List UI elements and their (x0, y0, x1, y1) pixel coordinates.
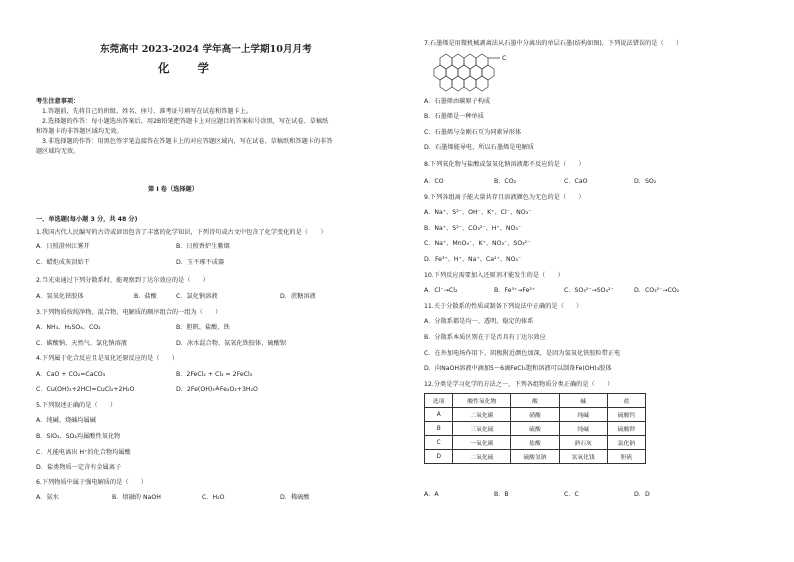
option[interactable]: C．氯化钠溶液 (176, 293, 218, 300)
option[interactable]: B．熔融的 NaOH (112, 494, 161, 501)
classification-table (424, 393, 646, 464)
option[interactable]: C．H₂O (202, 494, 225, 501)
option[interactable]: B．胆矾、盐酸、铁 (176, 324, 230, 331)
question-stem: 6.下列物质中属于强电解质的是（ ） (36, 479, 148, 486)
option[interactable]: C．C (564, 491, 579, 498)
table-cell: 胆矾 (607, 450, 645, 464)
option[interactable]: D．D (634, 491, 650, 498)
option[interactable]: D．玉不琢不成器 (176, 259, 225, 266)
option[interactable]: D．Fe³⁺、H⁺、Na⁺、Ca²⁺、NO₃⁻ (424, 256, 522, 263)
graphene-atom-label: C (502, 54, 507, 62)
notice-heading: 考生注意事项： (36, 98, 80, 105)
option[interactable]: A．分散系都是均一、透明、稳定的体系 (424, 318, 534, 325)
table-cell: A (425, 408, 453, 422)
option[interactable]: C．SO₃²⁻→SO₄²⁻ (564, 287, 614, 294)
table-row (425, 408, 646, 422)
option[interactable]: A．Cl⁻→Cl₂ (424, 287, 458, 294)
question-stem: 9.下列各组离子能大量共存且溶液颜色为无色的是（ ） (424, 194, 585, 201)
option[interactable]: D．蔗糖溶液 (280, 293, 316, 300)
option[interactable]: B．盐酸 (134, 293, 157, 300)
table-header-row (425, 394, 646, 408)
question-stem: 2.当光束通过下列分散系时，能观察到丁达尔效应的是（ ） (36, 277, 209, 284)
option[interactable]: A．Na⁺、S²⁻、OH⁻、K⁺、Cl⁻、NO₃⁻ (424, 209, 532, 216)
notice-line: 2.选择题的作答：每小题选出答案后，用2B铅笔把答题卡上对应题目的答案标号涂黑，写在试卷、草稿纸 (42, 118, 329, 125)
option[interactable]: D．冰水混合物、氨氧化铁胶体、硫酸钡 (176, 340, 286, 347)
option[interactable]: C．CaO (564, 178, 588, 185)
option[interactable]: D．CO₃²⁻→CO₂ (634, 287, 680, 294)
option[interactable]: C．在外加电场作用下，阴极附近颜色加深，是因为氢氧化铁胶粒带正电 (424, 350, 621, 357)
option[interactable]: A．纯碱、烧碱均属碱 (36, 417, 96, 424)
notice-line: 3.非选择题的作答：用黑色签字笔直接答在答题卡上的对应答题区域内，写在试卷、草稿纸和答题卡的非答 (42, 138, 333, 145)
option[interactable]: C．石墨烯与金刚石互为同素异形体 (424, 129, 522, 136)
question-stem: 11.关于分散系的性质或制备下列说法中正确的是（ ） (424, 303, 583, 310)
option[interactable]: D．稀硫酸 (280, 494, 310, 501)
table-cell: 盐酸 (511, 436, 559, 450)
table-cell: 熟石灰 (559, 436, 607, 450)
table-cell: 纯碱 (559, 422, 607, 436)
question-stem: 1.我国古代人民编写的古诗或谚语包含了丰富的化学知识，下列诗句或古文中包含了化学变化的是（ ） (36, 229, 327, 236)
table-row (425, 436, 646, 450)
option[interactable]: A．CaO + CO₂=CaCO₃ (36, 371, 106, 378)
option[interactable]: B．SiO₂、SO₂均属酸性氧化物 (36, 433, 121, 440)
option[interactable]: D．2Fe(OH)₃≜Fe₂O₃+3H₂O (176, 386, 258, 393)
question-stem: 4.下列属于化合反应且是氧化还原反应的是（ ） (36, 355, 179, 362)
table-header-cell: 盐 (607, 394, 645, 408)
table-header-cell: 碱 (559, 394, 607, 408)
option[interactable]: B．Fe³⁺→Fe²⁺ (494, 287, 536, 294)
question-stem: 3.下列物质按纯净物、混合物、电解质的顺序组合的一组为（ ） (36, 309, 222, 316)
question-stem: 7.石墨烯是用微机械剥离法从石墨中分离出的单层石墨(结构如图)，下列说法错误的是（ ） (424, 40, 683, 47)
table-header-cell: 选项 (425, 394, 453, 408)
table-cell: 硫酸钾 (607, 422, 645, 436)
option[interactable]: D．盐类物质一定含有金属离子 (36, 464, 122, 471)
option[interactable]: D．向NaOH溶液中滴加5～6滴FeCl₃饱和溶液可以制备Fe(OH)₃胶体 (424, 365, 612, 372)
table-cell: 氢氧化钱 (559, 450, 607, 464)
graphene-structure-diagram (432, 50, 522, 96)
question-stem: 10.下列反应需要加入还原剂才能发生的是（ ） (424, 272, 564, 279)
table-header-cell: 酸 (511, 394, 559, 408)
table-cell: 硫酸 (511, 422, 559, 436)
table-header-cell: 酸性氧化物 (453, 394, 511, 408)
option[interactable]: B．石墨烯是一种单质 (424, 113, 484, 120)
table-cell: C (425, 436, 453, 450)
option[interactable]: A．A (424, 491, 439, 498)
option[interactable]: C．Na⁺、MnO₄⁻、K⁺、NO₃⁻、SO₃²⁻ (424, 240, 531, 247)
option[interactable]: C．凡能电离出 H⁺的化合物均属酸 (36, 449, 131, 456)
option[interactable]: A．氨水 (36, 494, 59, 501)
table-row (425, 450, 646, 464)
option[interactable]: D．石墨烯能导电，所以石墨烯是电解质 (424, 144, 534, 151)
notice-line: 和答题卡的非答题区域均无效。 (36, 128, 123, 135)
subject-title: 化 学 (158, 61, 222, 75)
table-cell: 二氧化碳 (453, 408, 511, 422)
option[interactable]: A．CO (424, 178, 444, 185)
option[interactable]: B．B (494, 491, 509, 498)
option[interactable]: D．SO₂ (634, 178, 657, 185)
table-cell: 氯化钠 (607, 436, 645, 450)
option[interactable]: B．日照香炉生紫烟 (176, 243, 230, 250)
table-cell: 硫酸氢钠 (511, 450, 559, 464)
option[interactable]: B．分散系本质区别在于是否具有丁达尔效应 (424, 334, 546, 341)
table-cell: B (425, 422, 453, 436)
option[interactable]: A．NH₃、H₂SO₄、CO₂ (36, 324, 101, 331)
table-cell: 硫酸钙 (607, 408, 645, 422)
option[interactable]: B．CO₂ (494, 178, 517, 185)
option[interactable]: B．Na⁺、S²⁻、CO₃²⁻、H⁺、NO₃⁻ (424, 225, 522, 232)
option[interactable]: C．蜡炬成灰泪始干 (36, 259, 90, 266)
table-cell: 纯碱 (559, 408, 607, 422)
table-cell: D (425, 450, 453, 464)
table-cell: 二氧化硫 (453, 450, 511, 464)
table-row (425, 422, 646, 436)
notice-line: 1.答题前，先将自己的班级、姓名、座号、准考证号填写在试卷和答题卡上。 (42, 108, 253, 115)
notice-line: 题区域均无效。 (36, 148, 80, 155)
option[interactable]: B．2FeCl₂ + Cl₂ = 2FeCl₃ (176, 371, 253, 378)
table-cell: 一氧化碳 (453, 436, 511, 450)
part-title: 一、单选题(每小题 3 分，共 48 分) (36, 216, 138, 223)
option[interactable]: A．氢氧化铁胶体 (36, 293, 84, 300)
question-stem: 8.下列氧化物与盐酸或氢氧化钠溶液都不反应的是（ ） (424, 161, 585, 168)
question-stem: 5.下列叙述正确的是（ ） (36, 402, 117, 409)
exam-title: 东莞高中 2023-2024 学年高一上学期10月月考 (100, 44, 312, 55)
table-cell: 硝酸 (511, 408, 559, 422)
table-cell: 三氧化硫 (453, 422, 511, 436)
option[interactable]: C．碳酸钠、天然气、氯化钠溶液 (36, 340, 127, 347)
question-stem: 12.分类是学习化学的方法之一，下列各组物质分类正确的是（ ） (424, 381, 614, 388)
option[interactable]: C．Cu(OH)₂+2HCl=CuCl₂+2H₂O (36, 386, 135, 393)
section-title: 第 I 卷（选择题） (148, 186, 198, 193)
option[interactable]: A．石墨烯由碳原子构成 (424, 98, 491, 105)
option[interactable]: A．日照澄州江雾开 (36, 243, 90, 250)
